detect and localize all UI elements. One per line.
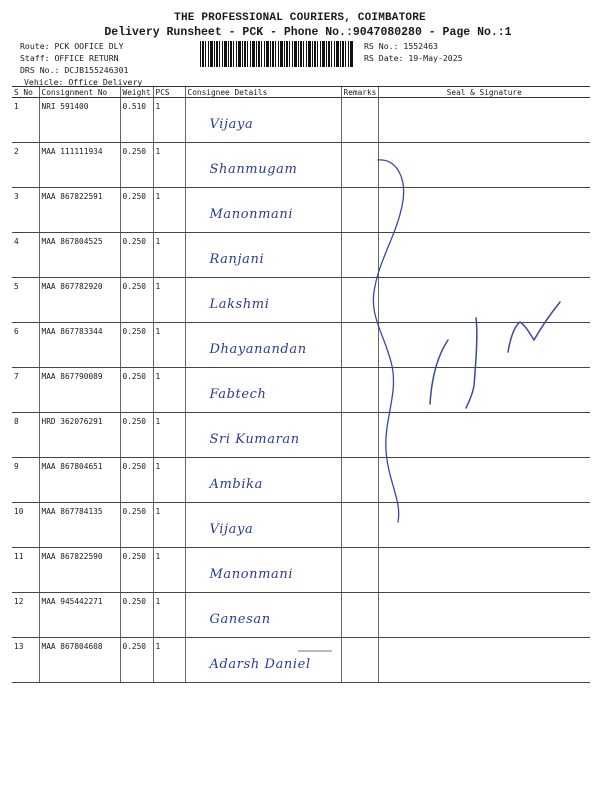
cell-consignment-no-text: HRD 362076291 xyxy=(41,417,103,426)
drs-number: DRS No.: DCJB155246301 xyxy=(20,65,129,75)
cell-consignment-no-text: MAA 111111934 xyxy=(41,147,103,156)
cell-weight-text: 0.250 xyxy=(122,192,146,201)
cell-sno-text: 6 xyxy=(14,327,19,336)
col-sno: S No xyxy=(12,87,39,98)
cell-consignee-text: Adarsh Daniel xyxy=(209,656,311,672)
footer-mark xyxy=(298,650,332,652)
cell-pcs-text: 1 xyxy=(155,282,161,291)
cell-pcs-text: 1 xyxy=(155,417,161,426)
cell-consignee-text: Sri Kumaran xyxy=(209,431,300,447)
cell-weight-text: 0.250 xyxy=(122,147,146,156)
cell-weight-text: 0.250 xyxy=(122,507,146,516)
cell-consignment-no-text: MAA 867804525 xyxy=(41,237,103,246)
cell-consignment-no-text: NRI 591400 xyxy=(41,102,89,111)
cell-pcs-text: 1 xyxy=(155,642,161,651)
cell-consignee-text: Fabtech xyxy=(209,386,267,402)
cell-consignment-no-text: MAA 867784135 xyxy=(41,507,103,516)
cell-consignee-text: Ranjani xyxy=(209,251,265,267)
cell-sno-text: 5 xyxy=(14,282,19,291)
staff-label: Staff: OFFICE RETURN xyxy=(20,53,119,63)
vehicle-label: Vehicle: Office Delivery xyxy=(24,77,143,87)
route-label: Route: PCK OOFICE DLY xyxy=(20,41,124,51)
cell-sno-text: 13 xyxy=(14,642,24,651)
cell-consignee-text: Shanmugam xyxy=(209,161,298,177)
cell-sno-text: 3 xyxy=(14,192,19,201)
cell-sno-text: 2 xyxy=(14,147,19,156)
col-remarks: Remarks xyxy=(341,87,378,98)
cell-consignment-no-text: MAA 867822590 xyxy=(41,552,103,561)
cell-sno-text: 7 xyxy=(14,372,19,381)
cell-sno-text: 12 xyxy=(14,597,24,606)
cell-consignment-no-text: MAA 867790089 xyxy=(41,372,103,381)
cell-pcs-text: 1 xyxy=(155,237,161,246)
cell-consignee-text: Ganesan xyxy=(209,611,271,627)
col-weight: Weight xyxy=(120,87,153,98)
col-consignee: Consignee Details xyxy=(185,87,341,98)
cell-pcs-text: 1 xyxy=(155,552,161,561)
cell-sno-text: 9 xyxy=(14,462,19,471)
rs-number: RS No.: 1552463 xyxy=(364,41,438,51)
cell-sno-text: 4 xyxy=(14,237,19,246)
cell-weight-text: 0.250 xyxy=(122,372,146,381)
cell-weight-text: 0.250 xyxy=(122,462,146,471)
company-title: THE PROFESSIONAL COURIERS, COIMBATORE xyxy=(174,12,426,24)
cell-consignee-text: Manonmani xyxy=(209,206,294,222)
cell-sno-text: 10 xyxy=(14,507,24,516)
cell-consignee-text: Vijaya xyxy=(209,521,254,537)
col-pcs: PCS xyxy=(153,87,185,98)
cell-sno-text: 8 xyxy=(14,417,19,426)
cell-weight-text: 0.250 xyxy=(122,642,146,651)
cell-weight-text: 0.250 xyxy=(122,552,146,561)
cell-weight-text: 0.250 xyxy=(122,597,146,606)
cell-weight-text: 0.250 xyxy=(122,327,146,336)
cell-pcs-text: 1 xyxy=(155,507,161,516)
cell-sno-text: 11 xyxy=(14,552,24,561)
cell-weight-text: 0.250 xyxy=(122,282,146,291)
cell-pcs-text: 1 xyxy=(155,327,161,336)
cell-pcs-text: 1 xyxy=(155,102,161,111)
cell-weight-text: 0.510 xyxy=(122,102,146,111)
cell-pcs-text: 1 xyxy=(155,597,161,606)
col-seal: Seal & Signature xyxy=(378,87,590,98)
rs-date: RS Date: 19-May-2025 xyxy=(364,53,463,63)
cell-consignment-no-text: MAA 867783344 xyxy=(41,327,103,336)
cell-consignee-text: Vijaya xyxy=(209,116,254,132)
cell-weight-text: 0.250 xyxy=(122,417,146,426)
cell-weight-text: 0.250 xyxy=(122,237,146,246)
cell-pcs-text: 1 xyxy=(155,462,161,471)
cell-consignment-no-text: MAA 867804608 xyxy=(41,642,103,651)
cell-pcs-text: 1 xyxy=(155,147,161,156)
cell-sno-text: 1 xyxy=(14,102,19,111)
cell-consignee-text: Manonmani xyxy=(209,566,294,582)
cell-consignee-text: Dhayanandan xyxy=(209,341,307,357)
cell-consignee-text: Lakshmi xyxy=(209,296,270,312)
cell-consignment-no-text: MAA 867822591 xyxy=(41,192,103,201)
cell-consignment-no-text: MAA 945442271 xyxy=(41,597,103,606)
cell-consignee-text: Ambika xyxy=(209,476,263,492)
cell-pcs-text: 1 xyxy=(155,372,161,381)
runsheet-subtitle: Delivery Runsheet - PCK - Phone No.:9047080280 - Page No.:1 xyxy=(104,26,512,39)
cell-consignment-no-text: MAA 867782920 xyxy=(41,282,103,291)
cell-consignment-no-text: MAA 867804651 xyxy=(41,462,103,471)
col-consignment: Consignment No xyxy=(39,87,120,98)
cell-pcs-text: 1 xyxy=(155,192,161,201)
